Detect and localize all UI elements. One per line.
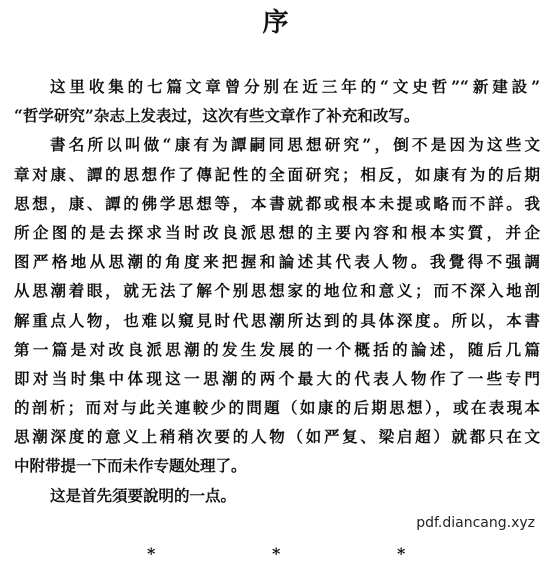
page-title: 序 (262, 8, 291, 38)
separator-asterisk: * (147, 544, 156, 563)
text-line: 章对康、譚的思想作了傳記性的全面研究；相反，如康有为的后期 (14, 164, 540, 184)
text-line: “哲学研究”杂志上发表过，这次有些文章作了补充和改写。 (14, 106, 420, 126)
watermark-url: pdf.diancang.xyz (416, 515, 535, 531)
text-line: 图严格地从思潮的角度来把握和論述其代表人物。我覺得不强調 (14, 252, 540, 272)
document-body (14, 72, 540, 510)
text-line: 从思潮着眼，就无法了解个别思想家的地位和意义；而不深入地剖 (14, 281, 540, 301)
text-line: 思想，康、譚的佛学思想等，本書就都或根本未提或略而不詳。我 (14, 193, 540, 213)
text-line: 所企图的是去探求当时改良派思想的主要內容和根本实質，并企 (14, 222, 540, 242)
text-line: 思潮深度的意义上稍稍次要的人物（如严复、梁启超）就都只在文 (14, 427, 540, 447)
text-line: 这是首先須要說明的一点。 (50, 485, 237, 505)
text-line: 第一篇是对改良派思潮的发生发展的一个概括的論述，随后几篇 (14, 339, 540, 359)
text-line: 書名所以叫做“康有为譚嗣同思想研究”，倒不是因为这些文 (50, 135, 540, 155)
text-line: 解重点人物，也难以窺見时代思潮所达到的具体深度。所以，本書 (14, 310, 540, 330)
text-line: 的剖析；而对与此关連較少的問題（如康的后期思想），或在表現本 (14, 398, 540, 418)
separator-asterisk: * (397, 544, 406, 563)
separator-asterisk: * (272, 544, 281, 563)
text-line: 即对当时集中体现这一思潮的两个最大的代表人物作了一些专門 (14, 368, 540, 388)
text-line: 中附带提一下而未作专题处理了。 (14, 456, 247, 476)
section-separator (0, 544, 553, 564)
text-line: 这里收集的七篇文章曾分别在近三年的“文史哲”“新建設” (50, 77, 540, 96)
